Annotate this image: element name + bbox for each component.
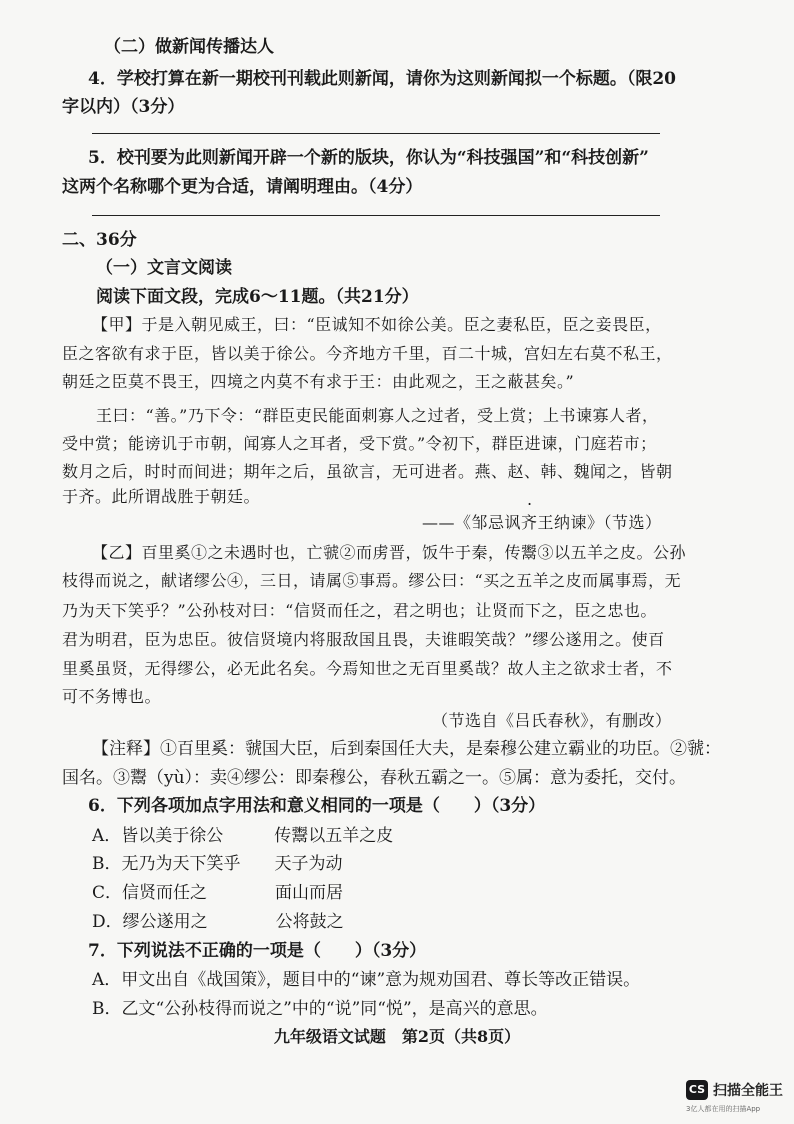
question-6: 6．下列各项加点字用法和意义相同的一项是（ ）（3分） [88, 796, 546, 816]
passage-jia-line: 于齐。此所谓战胜于朝廷。 [62, 487, 261, 506]
classical-reading-heading: （一）文言文阅读 [96, 258, 232, 278]
question-4-cont: 字以内）（3分） [62, 97, 185, 117]
question-6-option-b: B．无乃为天下笑乎 天子为动 [92, 854, 343, 874]
question-6-option-c: C．信贤而任之 面山而居 [92, 883, 344, 903]
watermark-tagline: 3亿人都在用的扫描App [686, 1105, 761, 1113]
answer-line-5 [92, 215, 660, 216]
section-heading-news: （二）做新闻传播达人 [104, 37, 274, 57]
question-4: 4．学校打算在新一期校刊刊载此则新闻，请你为这则新闻拟一个标题。（限20 [88, 69, 676, 89]
passage-jia-source: ——《邹忌讽齐王纳谏》（节选） [422, 513, 662, 532]
question-7-option-a: A．甲文出自《战国策》，题目中的“谏”意为规劝国君、尊长等改正错误。 [92, 970, 641, 990]
question-7-option-b: B．乙文“公孙枝得而说之”中的“说”同“悦”，是高兴的意思。 [92, 999, 548, 1019]
question-7: 7．下列说法不正确的一项是（ ）（3分） [88, 941, 427, 961]
passage-jia-line: 【甲】于是入朝见威王，曰：“臣诚知不如徐公美。臣之妻私臣，臣之妾畏臣， [92, 315, 662, 334]
passage-yi-line: 可不务博也。 [62, 687, 162, 706]
passage-jia-line: 臣之客欲有求于臣，皆以美于徐公。今齐地方千里，百二十城，宫妇左右莫不私王， [62, 344, 673, 363]
question-6-option-d: D．缪公遂用之 公将鼓之 [92, 912, 344, 932]
question-5: 5．校刊要为此则新闻开辟一个新的版块，你认为“科技强国”和“科技创新” [88, 148, 649, 168]
passage-yi-line: 枝得而说之，献诸缪公④，三日，请属⑤事焉。缪公曰：“买之五羊之皮而属事焉，无 [62, 571, 682, 590]
passage-jia-line: 王曰：“善。”乃下令：“群臣吏民能面刺寡人之过者，受上赏；上书谏寡人者， [96, 406, 659, 425]
page-footer: 九年级语文试题 第2页（共8页） [273, 1027, 521, 1046]
scanner-watermark [686, 1078, 786, 1118]
passage-yi-source: （节选自《吕氏春秋》，有删改） [432, 711, 672, 730]
speck: . [527, 490, 533, 509]
passage-yi-line: 乃为天下笑乎？”公孙枝对曰：“信贤而任之，君之明也；让贤而下之，臣之忠也。 [62, 601, 657, 620]
annotation-line: 【注释】①百里奚：虢国大臣，后到秦国任大夫，是秦穆公建立霸业的功臣。②虢： [92, 739, 721, 759]
passage-yi-line: 【乙】百里奚①之未遇时也，亡虢②而虏晋，饭牛于秦，传鬻③以五羊之皮。公孙 [92, 543, 687, 562]
question-6-option-a: A．皆以美于徐公 传鬻以五羊之皮 [92, 826, 394, 846]
passage-jia-line: 数月之后，时时而间进；期年之后，虽欲言，无可进者。燕、赵、韩、魏闻之，皆朝 [62, 462, 673, 481]
reading-instruction: 阅读下面文段，完成6～11题。（共21分） [96, 287, 419, 307]
question-5-cont: 这两个名称哪个更为合适，请阐明理由。（4分） [62, 177, 423, 197]
watermark-name: 扫描全能王 [713, 1083, 783, 1099]
part-two-heading: 二、36分 [62, 230, 137, 250]
passage-yi-line: 君为明君，臣为忠臣。彼信贤境内将服敌国且畏，夫谁暇笑哉？”缪公遂用之。使百 [62, 630, 665, 649]
answer-line-4 [92, 133, 660, 134]
passage-jia-line: 受中赏；能谤讥于市朝，闻寡人之耳者，受下赏。”令初下，群臣进谏，门庭若市； [62, 434, 657, 453]
camscanner-logo-icon: CS [686, 1080, 708, 1100]
annotation-line: 国名。③鬻（yù）：卖④缪公：即秦穆公，春秋五霸之一。⑤属：意为委托，交付。 [62, 768, 687, 788]
passage-jia-line: 朝廷之臣莫不畏王，四境之内莫不有求于王：由此观之，王之蔽甚矣。” [62, 372, 575, 391]
passage-yi-line: 里奚虽贤，无得缪公，必无此名矣。今焉知世之无百里奚哉？故人主之欲求士者，不 [62, 659, 673, 678]
